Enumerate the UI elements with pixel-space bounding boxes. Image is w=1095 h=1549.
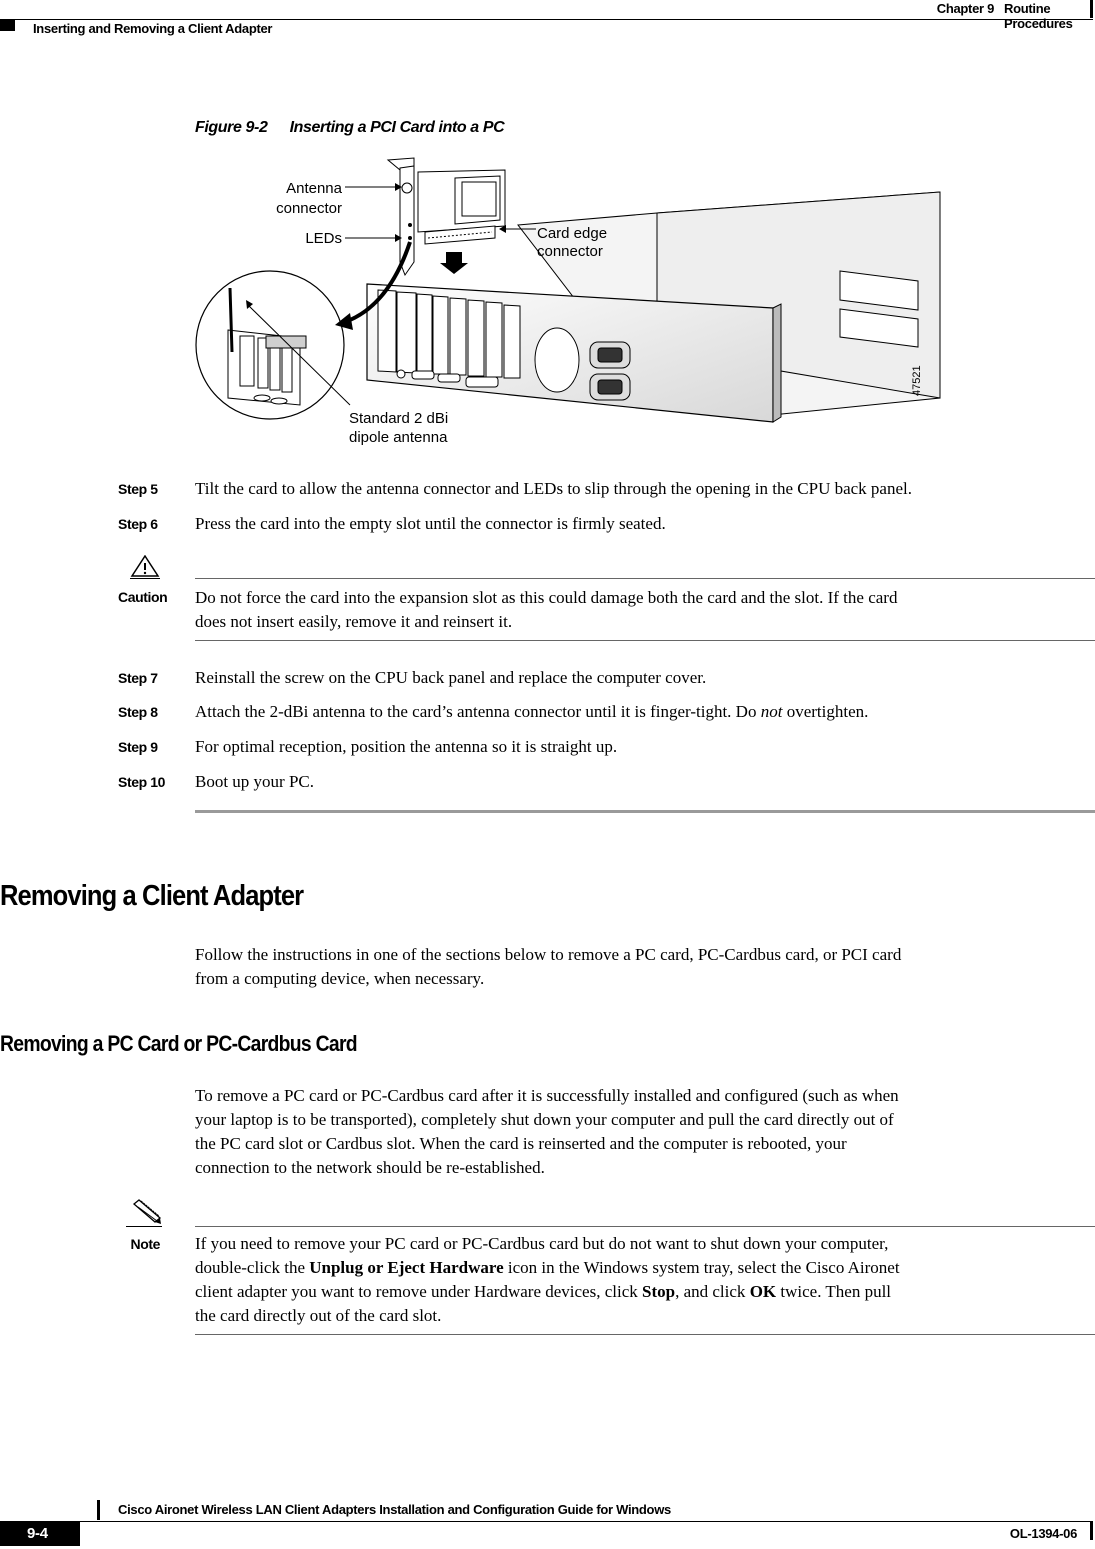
stop-term: Stop [642,1282,676,1301]
figure-number: Figure 9-2 [195,119,268,136]
label-card-edge: Card edge [537,225,608,242]
header-end-bar [1090,0,1093,18]
figure-caption [195,119,504,137]
header-chapter: Chapter 9 [936,1,994,16]
procedure-end-rule [195,810,1095,813]
step-7-text: Reinstall the screw on the CPU back panel and replace the computer cover. [195,668,707,687]
removing-para-line2: from a computing device, when necessary. [195,969,485,988]
label-dipole-antenna-2: dipole antenna [349,429,448,446]
pc-para-line1: To remove a PC card or PC-Cardbus card after it is successfully installed and configured (such as when [195,1086,899,1105]
label-leds: LEDs [305,230,342,247]
pc-para-line3: the PC card slot or Cardbus slot. When the card is reinserted and the computer is rebooted, your [195,1134,847,1153]
note-line1: If you need to remove your PC card or PC-Cardbus card but do not want to shut down your computer, [195,1234,889,1253]
step-9-label: Step 9 [118,739,158,755]
caution-label: Caution [118,589,168,605]
caution-icon-rule [130,578,160,579]
note-line2: double-click the Unplug or Eject Hardware icon in the Windows system tray, select the Cisco Aironet [195,1258,900,1277]
page-number-box [0,1522,80,1546]
step-8-text: Attach the 2-dBi antenna to the card’s antenna connector until it is finger-tight. Do not overtighten. [195,702,869,721]
page-number: 9-4 [27,1525,48,1542]
step-8-emphasis: not [760,702,783,721]
removing-para-line1: Follow the instructions in one of the sections below to remove a PC card, PC-Cardbus card, or PCI card [195,945,902,964]
label-antenna-connector: Antenna [286,180,342,197]
label-dipole-antenna: Standard 2 dBi [349,410,449,427]
caution-bottom-rule [195,640,1095,641]
pencil-icon [130,1198,162,1226]
note-label: Note [130,1236,160,1252]
pc-para-line4: connection to the network should be re-established. [195,1158,545,1177]
section-heading-removing: Removing a Client Adapter [0,880,304,912]
footer-rule [0,1521,1093,1522]
footer-left-bar [97,1500,100,1520]
step-6-text: Press the card into the empty slot until the connector is firmly seated. [195,514,666,533]
caution-top-rule [195,578,1095,579]
label-card-edge-2: connector [537,243,603,260]
header-section: Inserting and Removing a Client Adapter [33,21,273,36]
footer-right-bar [1090,1522,1093,1540]
label-antenna-connector-2: connector [276,200,342,217]
footer-book-title: Cisco Aironet Wireless LAN Client Adapters Installation and Configuration Guide for Windows [118,1502,671,1517]
caution-icon [128,555,162,577]
figure-id: 47521 [911,365,923,396]
caution-text-line2: does not insert easily, remove it and reinsert it. [195,612,513,631]
caution-text-line1: Do not force the card into the expansion slot as this could damage both the card and the slot. If the card [195,588,898,607]
header-rule [0,19,1093,20]
step-9-text: For optimal reception, position the antenna so it is straight up. [195,737,618,756]
step-10-label: Step 10 [118,774,165,790]
step-10-text: Boot up your PC. [195,772,315,791]
unplug-eject-hardware-term: Unplug or Eject Hardware [309,1258,504,1277]
step-8-label: Step 8 [118,704,158,720]
note-line3: client adapter you want to remove under Hardware devices, click Stop, and click OK twice. Then pull [195,1282,892,1301]
note-line4: the card directly out of the card slot. [195,1306,442,1325]
step-6-label: Step 6 [118,516,158,532]
note-icon-rule [126,1226,162,1227]
pc-para-line2: your laptop is to be transported), completely shut down your computer and pull the card directly out of [195,1110,894,1129]
header-chapter-title: Routine Procedures [1004,1,1073,31]
subsection-heading-pc-card: Removing a PC Card or PC-Cardbus Card [0,1031,357,1056]
figure-title: Inserting a PCI Card into a PC [289,119,505,136]
step-5-text: Tilt the card to allow the antenna connector and LEDs to slip through the opening in the CPU back panel. [195,479,912,498]
note-bottom-rule [195,1334,1095,1335]
header-block [0,20,15,31]
footer-doc-number: OL-1394-06 [1009,1526,1077,1541]
figure-illustration [195,150,955,450]
note-top-rule [195,1226,1095,1227]
step-7-label: Step 7 [118,670,158,686]
ok-term: OK [749,1282,777,1301]
step-5-label: Step 5 [118,481,158,497]
